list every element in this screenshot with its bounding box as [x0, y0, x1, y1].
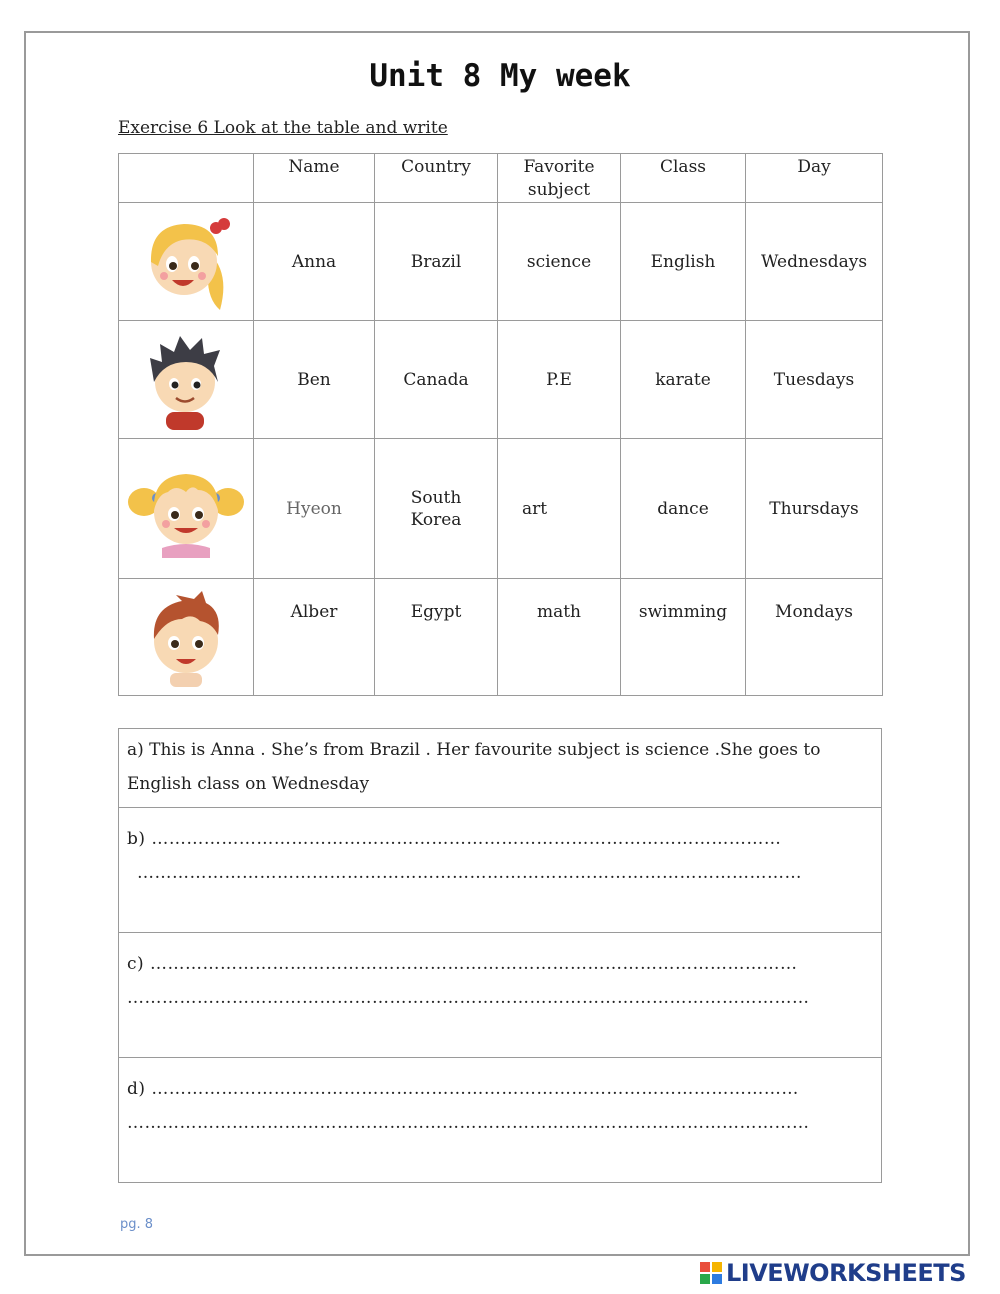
header-name: Name [254, 154, 375, 203]
header-day: Day [746, 154, 883, 203]
cell-class: karate [621, 321, 746, 439]
cell-subject: science [498, 203, 621, 321]
table-row [119, 321, 883, 439]
page-number: pg. 8 [120, 1217, 154, 1232]
face-cell [119, 439, 254, 579]
table-row [119, 203, 883, 321]
cell-name: Ben [254, 321, 375, 439]
table-row [119, 579, 883, 696]
answer-row-d[interactable] [119, 1058, 882, 1183]
brand-logo [700, 1257, 966, 1289]
face-cell [119, 321, 254, 439]
cell-day: Tuesdays [746, 321, 883, 439]
answer-field-d[interactable] [119, 1058, 882, 1183]
cell-name: Alber [254, 579, 375, 696]
cell-name: Hyeon [254, 439, 375, 579]
cell-class: English [621, 203, 746, 321]
header-class: Class [621, 154, 746, 203]
answer-row-c[interactable] [119, 933, 882, 1058]
cell-subject: math [498, 579, 621, 696]
answer-line: …………………………………………………………………………………………………… [137, 863, 802, 883]
answer-line: b) ……………………………………………………………………………………………… [127, 829, 782, 849]
boy-brown-hair-icon [136, 585, 236, 689]
cell-class: swimming [621, 579, 746, 696]
cell-class: dance [621, 439, 746, 579]
cell-country: Brazil [375, 203, 498, 321]
liveworksheets-logo-icon [700, 1262, 722, 1284]
header-subject: Favorite subject [498, 154, 621, 203]
face-cell [119, 203, 254, 321]
cell-subject: art [498, 439, 621, 579]
cell-country: Canada [375, 321, 498, 439]
boy-dark-hair-icon [136, 328, 236, 432]
answer-line: ……………………………………………………………………………………………………… [127, 988, 810, 1008]
answer-line: d) ………………………………………………………………………………………………… [127, 1079, 799, 1099]
example-answer: a) This is Anna . She’s from Brazil . Her favourite subject is science .She goes to English class on Wednesday [119, 729, 882, 808]
answer-field-c[interactable] [119, 933, 882, 1058]
table-header-row [119, 154, 883, 203]
exercise-instruction: Exercise 6 Look at the table and write [118, 118, 448, 138]
answer-line: c) ………………………………………………………………………………………………… [127, 954, 798, 974]
cell-country: South Korea [375, 439, 498, 579]
info-table [118, 153, 883, 696]
page-title: Unit 8 My week [369, 58, 631, 94]
header-country: Country [375, 154, 498, 203]
answer-table [118, 728, 882, 1183]
cell-day: Thursdays [746, 439, 883, 579]
girl-blonde-ponytail-icon [136, 210, 236, 314]
cell-day: Wednesdays [746, 203, 883, 321]
cell-name: Anna [254, 203, 375, 321]
brand-name: LIVEWORKSHEETS [726, 1259, 966, 1287]
answer-example-row [119, 729, 882, 808]
cell-day: Mondays [746, 579, 883, 696]
girl-pigtails-icon [126, 454, 246, 564]
cell-country: Egypt [375, 579, 498, 696]
answer-row-b[interactable] [119, 808, 882, 933]
table-row [119, 439, 883, 579]
cell-subject: P.E [498, 321, 621, 439]
answer-line: ……………………………………………………………………………………………………… [127, 1113, 810, 1133]
face-cell [119, 579, 254, 696]
answer-field-b[interactable] [119, 808, 882, 933]
header-blank [119, 154, 254, 203]
